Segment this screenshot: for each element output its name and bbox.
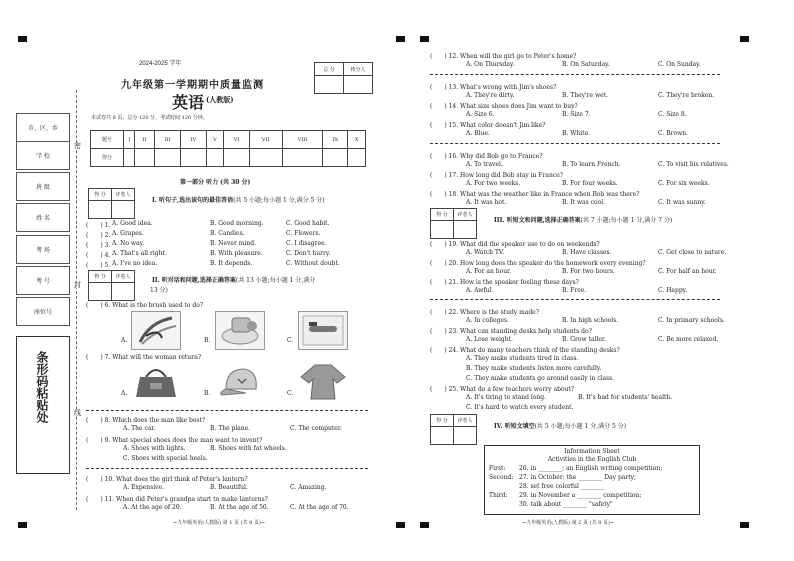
- q16-text: ( ) 16. Why did Bob go to France?: [430, 153, 543, 160]
- question-number-label: 题号: [91, 131, 124, 149]
- crop-mark: [18, 36, 27, 42]
- q15-option-b[interactable]: B. White.: [562, 130, 591, 137]
- q6-image-a: [131, 311, 181, 350]
- section4-title-text: IV. 听短文填空: [494, 423, 535, 430]
- section1-title: [152, 197, 325, 205]
- total-score-box: [314, 62, 373, 94]
- total-score-cell[interactable]: [315, 76, 344, 94]
- grader-score-cell[interactable]: [89, 201, 112, 219]
- q25-option-c[interactable]: C. It's hard to watch every student.: [466, 404, 574, 411]
- divider: [86, 468, 368, 469]
- q18-option-b[interactable]: B. It was cool.: [562, 199, 606, 206]
- grader-reviewer-label: 评卷人: [112, 189, 135, 201]
- crop-mark: [18, 522, 27, 528]
- q25-option-b[interactable]: B. It's bad for students' health.: [578, 394, 673, 401]
- q6-image-b: [215, 311, 265, 350]
- field-name[interactable]: 姓 名: [16, 203, 70, 232]
- q3-option-c[interactable]: C. I disagree.: [286, 240, 327, 247]
- q12-text: ( ) 12. When will the girl go to Peter's home?: [430, 53, 577, 60]
- total-score-header: 总 分: [315, 63, 344, 76]
- q22-option-b[interactable]: B. In high schools.: [562, 317, 619, 324]
- q7-letter-b[interactable]: B.: [204, 390, 211, 397]
- barcode-sticker-label: 条形码粘贴处: [35, 351, 49, 423]
- grader-reviewer-cell[interactable]: [112, 283, 135, 301]
- q5-number: ( ) 5.: [86, 262, 111, 269]
- q24-option-c[interactable]: C. They make students go around easily in class.: [466, 375, 615, 382]
- score-col: I: [124, 131, 135, 149]
- exam-instructions: 本试卷共 8 页，总分 120 分，考试时间 120 分钟。: [91, 115, 208, 121]
- score-cell[interactable]: [206, 149, 224, 167]
- q17-option-b[interactable]: B. For four weeks.: [562, 180, 618, 187]
- edition-label: (人教版): [206, 95, 234, 104]
- q23-option-a[interactable]: A. Lose weight.: [466, 336, 513, 343]
- section3-note: (共 7 小题;每小题 1 分,满分 7 分): [580, 217, 673, 224]
- section2-title-text: II. 听对话和问题,选择正确答案: [152, 277, 236, 284]
- grader-box-3: [430, 208, 477, 239]
- info-sheet: [484, 445, 700, 515]
- q2-number: ( ) 2.: [86, 232, 111, 239]
- score-cell[interactable]: [181, 149, 206, 167]
- crop-mark: [420, 36, 429, 42]
- q19-option-b[interactable]: B. Have classes.: [562, 249, 612, 256]
- q1-option-c[interactable]: C. Good habit.: [286, 220, 330, 227]
- section2-note-cont: 13 分): [150, 287, 168, 294]
- score-col: VIII: [282, 131, 323, 149]
- q9-option-b[interactable]: B. Shoes with fat wheels.: [210, 445, 287, 452]
- q13-text: ( ) 13. What's wrong with Jim's shoes?: [430, 84, 557, 91]
- info-row-label: Third:: [489, 492, 508, 499]
- q11-option-b[interactable]: B. At the age of 50.: [210, 504, 269, 511]
- info-row-26[interactable]: 26. in ________; an English writing competition;: [519, 465, 663, 472]
- q25-text: ( ) 25. What do a few teachers worry about?: [430, 386, 575, 393]
- q15-text: ( ) 15. What color doesn't Jim like?: [430, 122, 546, 129]
- q20-text: ( ) 20. How long does the speaker do the homework every evening?: [430, 260, 646, 267]
- q9-option-c[interactable]: C. Shoes with special heels.: [123, 455, 208, 462]
- checker-cell[interactable]: [344, 76, 373, 94]
- seal-char-feng: 封: [74, 281, 81, 289]
- grader-reviewer-label: 评卷人: [454, 415, 477, 427]
- q7-text: ( ) 7. What will the woman return?: [86, 354, 202, 361]
- q16-option-b[interactable]: B. To learn French.: [562, 161, 621, 168]
- score-cell[interactable]: [348, 149, 366, 167]
- score-cell[interactable]: [249, 149, 282, 167]
- section2-title: [152, 277, 315, 285]
- score-cell[interactable]: [135, 149, 154, 167]
- score-col: III: [154, 131, 181, 149]
- info-row-label: Second:: [489, 474, 514, 481]
- q8-option-b[interactable]: B. The plane.: [210, 425, 251, 432]
- crop-mark: [740, 36, 749, 42]
- q10-option-a[interactable]: A. Expensive.: [123, 484, 165, 491]
- q19-option-a[interactable]: A. Watch TV.: [466, 249, 505, 256]
- question-score-table: [90, 130, 366, 167]
- q22-option-a[interactable]: A. In colleges.: [466, 317, 510, 324]
- score-col: II: [135, 131, 154, 149]
- q6-letter-c[interactable]: C.: [287, 337, 294, 344]
- page-footer-1: ~九年级英语(人教版) 第 1 页 (共 8 页)~: [173, 520, 266, 526]
- score-cell[interactable]: [124, 149, 135, 167]
- q14-option-a[interactable]: A. Size 6.: [466, 111, 495, 118]
- q8-option-a[interactable]: A. The car.: [123, 425, 156, 432]
- section3-title: [494, 217, 672, 225]
- info-sheet-title: Information Sheet: [564, 448, 620, 455]
- handbag-icon: [132, 363, 180, 400]
- q12-option-a[interactable]: A. On Thursday.: [466, 61, 515, 68]
- q17-text: ( ) 17. How long did Bob stay in France?: [430, 172, 564, 179]
- section1-note: (共 5 小题;每小题 1 分,满分 5 分): [233, 197, 325, 204]
- q22-option-c[interactable]: C. In primary schools.: [658, 317, 725, 324]
- q5-option-a[interactable]: A. I've no idea.: [112, 260, 158, 267]
- q20-option-a[interactable]: A. For an hour.: [466, 268, 512, 275]
- grader-score-cell[interactable]: [89, 283, 112, 301]
- q6-letter-b[interactable]: B.: [204, 337, 211, 344]
- q1-number: ( ) 1.: [86, 222, 111, 229]
- grader-score-cell[interactable]: [431, 221, 454, 239]
- field-exam-number[interactable]: 考 号: [16, 266, 70, 295]
- q19-option-c[interactable]: C. Get close to nature.: [658, 249, 727, 256]
- q13-option-a[interactable]: A. They're dirty.: [466, 92, 515, 99]
- q18-option-a[interactable]: A. It was hot.: [466, 199, 507, 206]
- score-col: IX: [323, 131, 348, 149]
- q3-option-a[interactable]: A. No way.: [112, 240, 145, 247]
- shirt-icon: [299, 363, 347, 400]
- q15-option-c[interactable]: C. Brown.: [658, 130, 688, 137]
- crop-mark: [396, 522, 405, 528]
- checker-header: 核分人: [344, 63, 373, 76]
- q13-option-b[interactable]: B. They're wet.: [562, 92, 609, 99]
- q8-text: ( ) 8. Which does the man like best?: [86, 417, 206, 424]
- q14-text: ( ) 14. What size shoes does Jim want to buy?: [430, 103, 578, 110]
- q13-option-c[interactable]: C. They're broken.: [658, 92, 715, 99]
- q21-text: ( ) 21. How is the speaker feeling these days?: [430, 279, 579, 286]
- q14-option-c[interactable]: C. Size 8.: [658, 111, 687, 118]
- score-cell[interactable]: [323, 149, 348, 167]
- score-col: VII: [249, 131, 282, 149]
- q2-option-a[interactable]: A. Grapes.: [112, 230, 144, 237]
- q23-option-c[interactable]: C. Be more relaxed.: [658, 336, 719, 343]
- grader-reviewer-cell[interactable]: [112, 201, 135, 219]
- q4-number: ( ) 4.: [86, 252, 111, 259]
- score-col: VI: [224, 131, 249, 149]
- q2-option-b[interactable]: B. Candies.: [210, 230, 245, 237]
- q1-option-a[interactable]: A. Good idea.: [112, 220, 153, 227]
- grader-box-1: [88, 188, 135, 219]
- field-school[interactable]: 学 校: [16, 141, 70, 170]
- q11-option-c[interactable]: C. At the age of 70.: [290, 504, 349, 511]
- info-row-29[interactable]: 29. in November a ________ competition;: [519, 492, 642, 499]
- q6-letter-a[interactable]: A.: [121, 337, 128, 344]
- q19-text: ( ) 19. What did the speaker use to do on weekends?: [430, 241, 600, 248]
- score-cell[interactable]: [224, 149, 249, 167]
- grader-score-label: 得 分: [89, 189, 112, 201]
- grader-box-2: [88, 270, 135, 301]
- q4-option-a[interactable]: A. That's all right.: [112, 250, 167, 257]
- score-cell[interactable]: [154, 149, 181, 167]
- score-row-label: 得分: [91, 149, 124, 167]
- q7-image-a: [131, 362, 181, 401]
- section4-note: (共 5 小题;每小题 1 分,满分 5 分): [534, 423, 627, 430]
- q14-option-b[interactable]: B. Size 7.: [562, 111, 591, 118]
- grader-score-cell[interactable]: [431, 427, 454, 445]
- q5-option-c[interactable]: C. Without doubt.: [286, 260, 340, 267]
- seal-char-xian: 线: [74, 409, 81, 417]
- q15-option-a[interactable]: A. Blue.: [466, 130, 490, 137]
- q7-image-b: [215, 362, 265, 401]
- divider: [86, 410, 368, 411]
- section3-title-text: III. 听短文和问题,选择正确答案: [494, 217, 581, 224]
- grader-reviewer-label: 评卷人: [454, 209, 477, 221]
- q18-option-c[interactable]: C. It was sunny.: [658, 199, 706, 206]
- score-col: X: [348, 131, 366, 149]
- q11-option-a[interactable]: A. At the age of 20.: [123, 504, 182, 511]
- q16-option-a[interactable]: A. To travel.: [466, 161, 503, 168]
- crop-mark: [420, 522, 429, 528]
- q10-text: ( ) 10. What does the girl think of Peter's lantern?: [86, 476, 248, 483]
- q17-option-a[interactable]: A. For two weeks.: [466, 180, 521, 187]
- q8-option-c[interactable]: C. The computer.: [290, 425, 342, 432]
- crop-mark: [396, 36, 405, 42]
- crop-mark: [740, 522, 749, 528]
- section4-title: [494, 423, 626, 431]
- divider: [430, 299, 720, 300]
- q20-option-c[interactable]: C. For half an hour.: [658, 268, 717, 275]
- seal-line: [76, 90, 77, 510]
- q24-option-a[interactable]: A. They make students tired in class.: [466, 355, 579, 362]
- page-footer-2: ~九年级英语(人教版) 第 2 页 (共 8 页)~: [522, 520, 615, 526]
- q2-option-c[interactable]: C. Flowers.: [286, 230, 321, 237]
- q21-option-c[interactable]: C. Happy.: [658, 287, 688, 294]
- grader-score-label: 得 分: [89, 271, 112, 283]
- q11-text: ( ) 11. When did Peter's grandpa start to make lanterns?: [86, 496, 268, 503]
- q7-letter-c[interactable]: C.: [287, 390, 294, 397]
- q9-text: ( ) 9. What special shoes does the man want to invent?: [86, 437, 263, 444]
- part1-title: 第一部分 听力 (共 30 分): [180, 179, 251, 186]
- q17-option-c[interactable]: C. For six weeks.: [658, 180, 710, 187]
- info-row-30[interactable]: 30. talk about ________ "safety": [519, 501, 613, 508]
- grader-reviewer-cell[interactable]: [454, 427, 477, 445]
- q21-option-a[interactable]: A. Awful.: [466, 287, 494, 294]
- field-exam-room[interactable]: 考 场: [16, 235, 70, 264]
- q5-option-b[interactable]: B. It depends.: [210, 260, 253, 267]
- grader-reviewer-label: 评卷人: [112, 271, 135, 283]
- q25-option-a[interactable]: A. It's tiring to stand long.: [466, 394, 547, 401]
- info-row-label: First:: [489, 465, 506, 472]
- field-seat-number[interactable]: 座位号: [16, 297, 70, 326]
- q16-option-c[interactable]: C. To visit his relatives.: [658, 161, 729, 168]
- divider: [430, 74, 720, 75]
- grader-box-4: [430, 414, 477, 445]
- section1-title-text: I. 听句子,选出该句的最佳答语: [152, 197, 234, 204]
- grader-score-label: 得 分: [431, 209, 454, 221]
- cap-icon: [216, 363, 264, 400]
- q23-text: ( ) 23. What can standing desks help students do?: [430, 328, 592, 335]
- q4-option-c[interactable]: C. Don't hurry.: [286, 250, 331, 257]
- q10-option-c[interactable]: C. Amazing.: [290, 484, 327, 491]
- subject-title: 英语: [172, 93, 205, 112]
- q10-option-b[interactable]: B. Beautiful.: [210, 484, 248, 491]
- q20-option-b[interactable]: B. For two hours.: [562, 268, 615, 275]
- brush-tooth-icon: [299, 312, 347, 349]
- field-class[interactable]: 班 级: [16, 172, 70, 201]
- score-col: IV: [181, 131, 206, 149]
- score-col: V: [206, 131, 224, 149]
- q12-option-b[interactable]: B. On Saturday.: [562, 61, 610, 68]
- brush-painting-icon: [132, 312, 180, 349]
- q23-option-b[interactable]: B. Grow taller.: [562, 336, 607, 343]
- q9-option-a[interactable]: A. Shoes with lights.: [123, 445, 186, 452]
- q18-text: ( ) 18. What was the weather like in France when Bob was there?: [430, 191, 640, 198]
- grader-score-label: 得 分: [431, 415, 454, 427]
- section2-note: (共 13 小题;每小题 1 分,满分: [235, 277, 316, 284]
- score-cell[interactable]: [282, 149, 323, 167]
- q24-option-b[interactable]: B. They make students listen more carefully.: [466, 365, 602, 372]
- barcode-sticker-area: [16, 336, 70, 474]
- brush-cleaning-icon: [216, 312, 264, 349]
- q7-image-c: [298, 362, 348, 401]
- q7-letter-a[interactable]: A.: [121, 390, 128, 397]
- q12-option-c[interactable]: C. On Sunday.: [658, 61, 701, 68]
- school-year: 2024-2025 学年: [139, 61, 182, 67]
- seal-char-mi: 密: [74, 142, 81, 150]
- field-district[interactable]: 市、区、乡: [16, 113, 70, 142]
- q3-number: ( ) 3.: [86, 242, 111, 249]
- q3-option-b[interactable]: B. Never mind.: [210, 240, 256, 247]
- q24-text: ( ) 24. What do many teachers think of the standing desks?: [430, 347, 620, 354]
- info-row-28[interactable]: 28. set free colorful ________: [519, 483, 605, 490]
- q6-image-c: [298, 311, 348, 350]
- q21-option-b[interactable]: B. Free.: [562, 287, 587, 294]
- info-row-27[interactable]: 27. in October: the ________ Day party;: [519, 474, 637, 481]
- divider: [430, 143, 720, 144]
- q4-option-b[interactable]: B. With pleasure.: [210, 250, 263, 257]
- q1-option-b[interactable]: B. Good morning.: [210, 220, 264, 227]
- q6-text: ( ) 6. What is the brush used to do?: [86, 302, 204, 309]
- q22-text: ( ) 22. Where is the study made?: [430, 309, 539, 316]
- grader-reviewer-cell[interactable]: [454, 221, 477, 239]
- info-sheet-subtitle: Activities in the English Club: [547, 456, 637, 463]
- exam-title: 九年级第一学期期中质量监测: [121, 80, 264, 91]
